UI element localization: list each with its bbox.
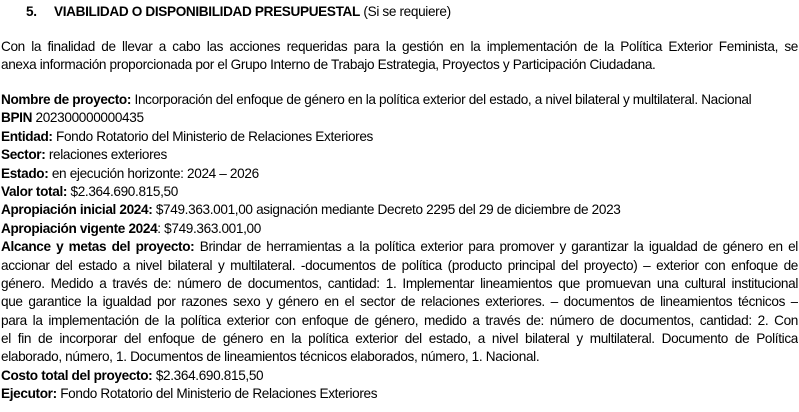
intro-paragraph bbox=[1, 38, 798, 75]
field-value: : $749.363.001,00 bbox=[157, 220, 261, 236]
field-value: $2.364.690.815,50 bbox=[70, 183, 178, 199]
field-costo-total bbox=[1, 367, 798, 385]
field-value: 202300000000435 bbox=[35, 110, 144, 126]
field-value: Fondo Rotatorio del Ministerio de Relaciones Exteriores bbox=[60, 386, 378, 402]
field-ejecutor bbox=[1, 385, 798, 403]
field-label: Apropiación inicial 2024: bbox=[1, 202, 153, 218]
alcance-line: accionar del estado a nivel bilateral y multilateral. -documentos de política (producto principal del proyecto) – exterior con enfoque de bbox=[1, 257, 798, 273]
field-nombre bbox=[1, 91, 798, 109]
field-label: Apropiación vigente 2024 bbox=[1, 220, 158, 236]
project-fields bbox=[1, 91, 798, 404]
field-entidad bbox=[1, 128, 798, 146]
field-label: Nombre de proyecto: bbox=[1, 92, 132, 107]
field-apropiacion-vigente bbox=[1, 220, 798, 238]
alcance-line: el fin de incorporar del enfoque de género en la política exterior del estado, a nivel bilateral y multilateral. Documento de Política bbox=[1, 331, 798, 347]
field-sector bbox=[1, 146, 798, 164]
field-value: $749.363.001,00 asignación mediante Decreto 2295 del 29 de diciembre de 2023 bbox=[155, 202, 621, 218]
field-value: Brindar de herramientas a la política exterior para promover y garantizar la igualdad de género en el bbox=[199, 239, 798, 255]
field-label: Costo total del proyecto: bbox=[1, 367, 153, 383]
intro-line: anexa información proporcionada por el Grupo Interno de Trabajo Estrategia, Proyectos y Participación Ciudadana. bbox=[1, 57, 656, 73]
field-value: en ejecución horizonte: 2024 – 2026 bbox=[51, 165, 259, 181]
field-label: Entidad: bbox=[1, 128, 53, 144]
field-label: Valor total: bbox=[1, 183, 68, 199]
section-note: (Si se requiere) bbox=[363, 4, 451, 19]
alcance-line: género. Medido a través de: número de documentos, cantidad: 1. Implementar lineamientos que promuevan una cultural institucional bbox=[1, 275, 798, 291]
field-bpin bbox=[1, 109, 798, 127]
field-value: Incorporación del enfoque de género en la política exterior del estado, a nivel bilateral y multilateral. Nacional bbox=[134, 92, 752, 107]
field-value: relaciones exteriores bbox=[48, 147, 167, 163]
field-apropiacion-inicial bbox=[1, 201, 798, 219]
alcance-line: elaborado, número, 1. Documentos de lineamientos técnicos elaborados, número, 1. Nacional. bbox=[1, 349, 540, 365]
field-label: BPIN bbox=[1, 110, 33, 126]
field-estado bbox=[1, 165, 798, 183]
section-title: VIABILIDAD O DISPONIBILIDAD PRESUPUESTAL bbox=[54, 4, 360, 19]
field-label: Ejecutor: bbox=[1, 386, 57, 402]
section-heading bbox=[26, 3, 451, 21]
field-label: Estado: bbox=[1, 165, 49, 181]
field-alcance bbox=[1, 238, 798, 256]
alcance-line: que garantice la igualdad por razones sexo y género en el sector de relaciones exteriores. – documentos de lineamientos técnicos – bbox=[1, 294, 798, 310]
section-number: 5. bbox=[26, 4, 37, 19]
field-value: $2.364.690.815,50 bbox=[155, 367, 264, 383]
alcance-line: para la implementación de la política exterior con enfoque de género, medido a través de: número de documentos, cantidad: 2. Con bbox=[1, 312, 798, 328]
field-label: Sector: bbox=[1, 147, 46, 163]
intro-line: Con la finalidad de llevar a cabo las acciones requeridas para la gestión en la implementación de la Política Exterior Feminista, se bbox=[1, 39, 798, 54]
field-label: Alcance y metas del proyecto: bbox=[1, 239, 195, 255]
field-value: Fondo Rotatorio del Ministerio de Relaciones Exteriores bbox=[56, 128, 373, 144]
field-valor-total bbox=[1, 183, 798, 201]
